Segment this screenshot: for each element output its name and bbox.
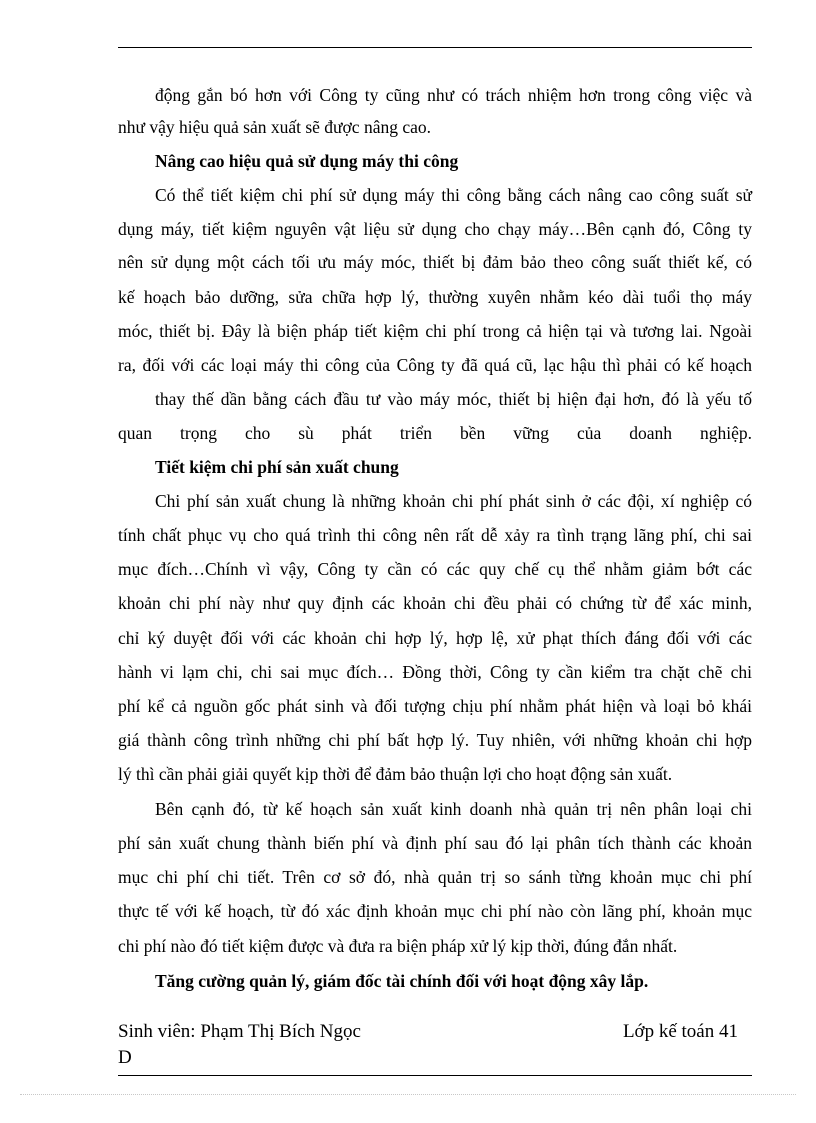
paragraph-line: Chi phí sản xuất chung là những khoản chi phí phát sinh ở các đội, xí nghiệp có [155,491,752,511]
paragraph-line: giá thành công trình những chi phí bất hợp lý. Tuy nhiên, với những khoản chi hợp [118,730,752,750]
paragraph-line: phí kể cả nguồn gốc phát sinh và đối tượng chịu phí nhằm phát hiện và loại bỏ khái [118,696,752,716]
section-heading: Tăng cường quản lý, giám đốc tài chính đối với hoạt động xây lắp. [155,971,649,991]
paragraph-line: Bên cạnh đó, từ kế hoạch sản xuất kinh doanh nhà quản trị nên phân loại chi [155,799,752,819]
paragraph-line: nên sử dụng một cách tối ưu máy móc, thiết bị đảm bảo theo công suất thiết kế, có [118,252,752,272]
paragraph-line: phí sản xuất chung thành biến phí và định phí sau đó lại phân tích thành các khoản [118,833,752,853]
paragraph-line: mục chi phí chi tiết. Trên cơ sở đó, nhà quản trị so sánh từng khoản mục chi phí [118,867,752,887]
paragraph-line: thực tế với kế hoạch, từ đó xác định khoản mục chi phí nào còn lãng phí, khoản mục [118,901,752,921]
section-heading: Nâng cao hiệu quả sử dụng máy thi công [155,151,459,171]
paragraph-line: như vậy hiệu quả sản xuất sẽ được nâng cao. [118,117,431,137]
footer-student-name-cont: D [118,1047,132,1068]
page-boundary [20,1094,796,1095]
paragraph-line: khoản chi phí này như quy định các khoản chi đều phải có chứng từ để xác minh, [118,593,752,613]
paragraph-line: ra, đối với các loại máy thi công của Công ty đã quá cũ, lạc hậu thì phải có kế hoạch [118,355,752,375]
header-rule [118,47,752,48]
paragraph-line: chỉ ký duyệt đối với các khoản chi hợp lý, hợp lệ, xử phạt thích đáng đối với các [118,628,752,648]
footer-rule [118,1075,752,1076]
paragraph-line: hành vi lạm chi, chi sai mục đích… Đồng thời, Công ty cần kiểm tra chặt chẽ chi [118,662,752,682]
paragraph-line: mục đích…Chính vì vậy, Công ty cần có các quy chế cụ thể nhằm giảm bớt các [118,559,752,579]
paragraph-line: Có thể tiết kiệm chi phí sử dụng máy thi công bằng cách nâng cao công suất sử [155,185,752,205]
paragraph-line: kế hoạch bảo dưỡng, sửa chữa hợp lý, thường xuyên nhằm kéo dài tuổi thọ máy [118,287,752,307]
paragraph-line: quan trọng cho sù phát triển bền vững của doanh nghiệp. [118,423,752,443]
paragraph-line: động gắn bó hơn với Công ty cũng như có trách nhiệm hơn trong công việc và [155,85,752,105]
paragraph-line: tính chất phục vụ cho quá trình thi công nên rất dễ xảy ra tình trạng lãng phí, chi sai [118,525,752,545]
footer-student-name: Sinh viên: Phạm Thị Bích Ngọc [118,1021,361,1042]
paragraph-line: chi phí nào đó tiết kiệm được và đưa ra biện pháp xử lý kịp thời, đúng đắn nhất. [118,936,678,956]
paragraph-line: móc, thiết bị. Đây là biện pháp tiết kiệm chi phí trong cả hiện tại và tương lai. Ngoài [118,321,752,341]
paragraph-line: lý thì cần phải giải quyết kịp thời để đảm bảo thuận lợi cho hoạt động sản xuất. [118,764,673,784]
footer-class: Lớp kế toán 41 [622,1021,738,1042]
paragraph-line: dụng máy, tiết kiệm nguyên vật liệu sử dụng cho chạy máy…Bên cạnh đó, Công ty [118,219,752,239]
section-heading: Tiết kiệm chi phí sản xuất chung [155,457,399,477]
paragraph-line: thay thế dần bằng cách đầu tư vào máy móc, thiết bị hiện đại hơn, đó là yếu tố [155,389,752,409]
